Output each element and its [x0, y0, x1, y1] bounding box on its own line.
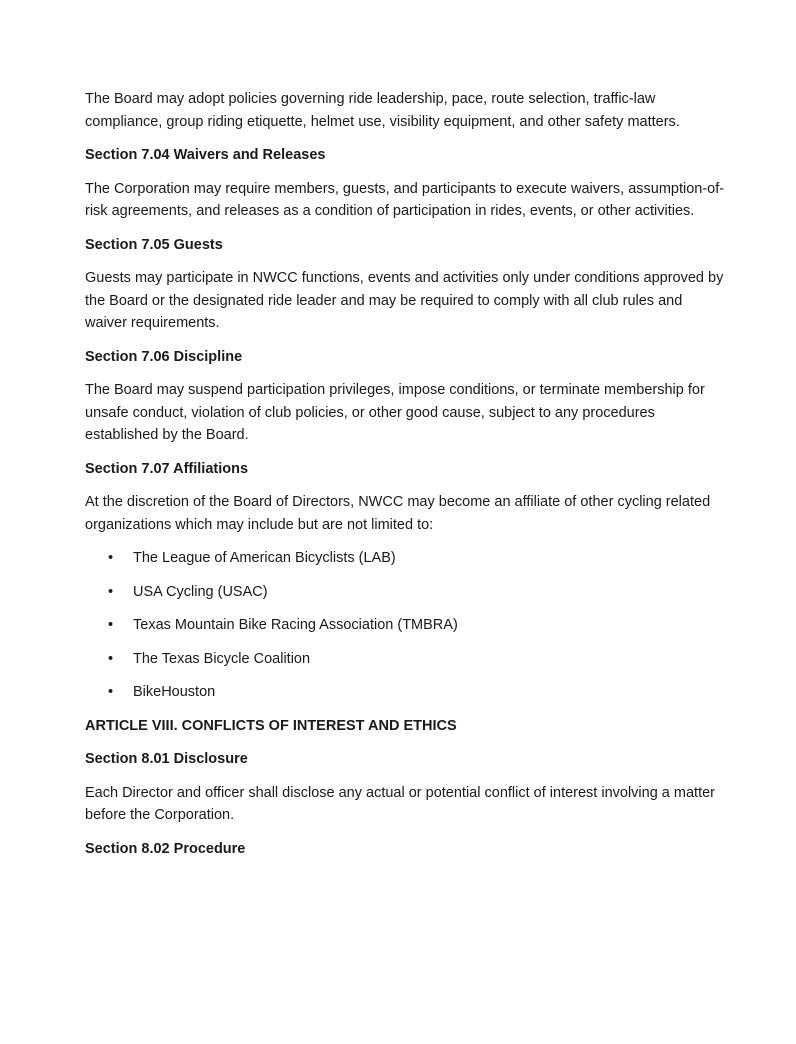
list-item-text: The Texas Bicycle Coalition — [133, 650, 311, 667]
paragraph-waivers: The Corporation may require members, guests, and participants to execute waivers, assumption-of-risk agreements, and releases as a condition of participation in rides, events, or other activities. — [85, 180, 725, 219]
affiliations-list — [85, 547, 725, 704]
list-item-text: USA Cycling (USAC) — [133, 583, 268, 600]
list-item-text: BikeHouston — [133, 684, 216, 700]
paragraph-discipline: The Board may suspend participation privileges, impose conditions, or terminate membership for unsafe conduct, violation of club policies, or other good cause, subject to any procedures established by the Board. — [85, 382, 705, 443]
list-item — [85, 614, 725, 637]
section-heading-7-06: Section 7.06 Discipline — [85, 348, 243, 365]
bullet-icon: • — [108, 617, 114, 633]
paragraph-safety-policies: The Board may adopt policies governing ride leadership, pace, route selection, traffic-law compliance, group riding etiquette, helmet use, visibility equipment, and other safety matters. — [85, 91, 680, 130]
bullet-icon: • — [108, 583, 114, 600]
list-item-text: Texas Mountain Bike Racing Association (TMBRA) — [133, 617, 458, 633]
paragraph-disclosure: Each Director and officer shall disclose any actual or potential conflict of interest involving a matter before the Corporation. — [85, 784, 715, 823]
bullet-icon: • — [108, 550, 114, 566]
section-heading-7-04: Section 7.04 Waivers and Releases — [85, 147, 326, 163]
list-item — [85, 547, 725, 570]
bullet-icon: • — [108, 684, 114, 700]
paragraph-affiliations: At the discretion of the Board of Directors, NWCC may become an affiliate of other cycling related organizations which may include but are not limited to: — [85, 494, 711, 533]
bullet-icon: • — [108, 650, 114, 667]
list-item — [85, 581, 725, 604]
document-page — [85, 88, 725, 871]
section-heading-8-01: Section 8.01 Disclosure — [85, 751, 248, 767]
list-item-text: The League of American Bicyclists (LAB) — [133, 550, 396, 566]
list-item — [85, 648, 725, 671]
article-heading-viii: ARTICLE VIII. CONFLICTS OF INTEREST AND ETHICS — [85, 717, 457, 734]
section-heading-7-05: Section 7.05 Guests — [85, 236, 223, 253]
list-item — [85, 681, 725, 704]
paragraph-guests: Guests may participate in NWCC functions, events and activities only under conditions approved by the Board or the designated ride leader and may be required to comply with all club rules and waiver requirements. — [85, 270, 724, 331]
section-heading-8-02: Section 8.02 Procedure — [85, 840, 246, 857]
section-heading-7-07: Section 7.07 Affiliations — [85, 460, 249, 477]
